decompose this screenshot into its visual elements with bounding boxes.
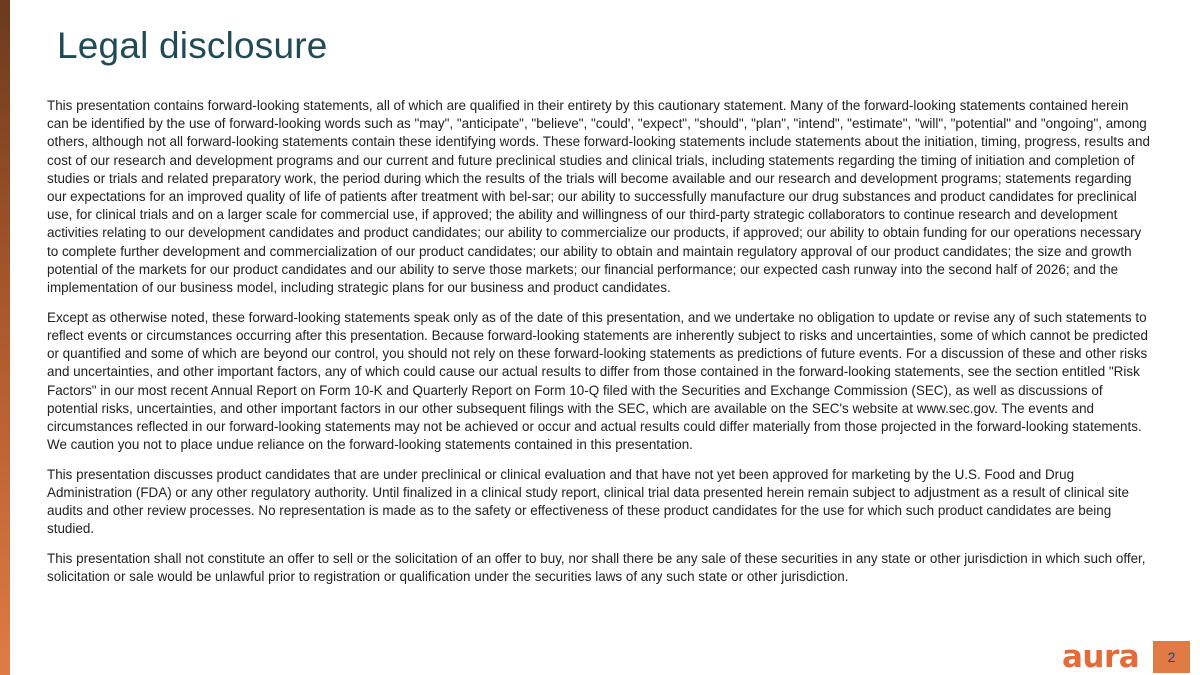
disclosure-paragraph-product-candidates: This presentation discusses product candidates that are under preclinical or clinical evaluation and that have not yet been approved for marketing by the U.S. Food and Drug Administration (FDA) or any other regulatory authority. Until finalized in a clinical study report, clinical trial data presented herein remain subject to adjustment as a result of clinical site audits and other review processes. No representation is made as to the safety or effectiveness of these product candidates for the use for which such product candidates are being studied. [47,466,1129,537]
disclosure-paragraph-no-offer: This presentation shall not constitute an offer to sell or the solicitation of an offer to buy, nor shall there be any sale of these securities in any state or other jurisdiction in which such offer, solicitation or sale would be unlawful prior to registration or qualification under the securities laws of any such state or other jurisdiction. [47,551,1146,585]
slide-title: Legal disclosure [57,25,328,66]
left-accent-bar [0,0,10,675]
disclosure-body [47,97,1152,598]
page-number: 2 [1153,641,1190,673]
disclosure-paragraph-risk-factors: Except as otherwise noted, these forward-looking statements speak only as of the date of this presentation, and we undertake no obligation to update or revise any of such statements to reflect events or circumstances occurring after this presentation. Because forward-looking statements are inherently subject to risks and uncertainties, some of which cannot be predicted or quantified and some of which are beyond our control, you should not rely on these forward-looking statements as predictions of future events. For a discussion of these and other risks and uncertainties, and other important factors, any of which could cause our actual results to differ from those contained in the forward-looking statements, see the section entitled "Risk Factors" in our most recent Annual Report on Form 10-K and Quarterly Report on Form 10-Q filed with the Securities and Exchange Commission (SEC), as well as discussions of potential risks, uncertainties, and other important factors in our other subsequent filings with the SEC, which are available on the SEC's website at www.sec.gov. The events and circumstances reflected in our forward-looking statements may not be achieved or occur and actual results could differ materially from those projected in the forward-looking statements. We caution you not to place undue reliance on the forward-looking statements contained in this presentation. [47,309,1148,453]
aura-logo: aura [1062,639,1140,675]
disclosure-paragraph-forward-looking: This presentation contains forward-looking statements, all of which are qualified in their entirety by this cautionary statement. Many of the forward-looking statements contained herein can be identified by the use of forward-looking words such as "may", "anticipate", "believe", "could', "expect", "should", "plan", "intend", "estimate", "will", "potential" and "ongoing", among others, although not all forward-looking statements contain these identifying words. These forward-looking statements include statements about the initiation, timing, progress, results and cost of our research and development programs and our current and future preclinical studies and clinical trials, including statements regarding the timing of initiation and completion of studies or trials and related preparatory work, the period during which the results of the trials will become available and our research and development programs; statements regarding our expectations for an improved quality of life of patients after treatment with bel-sar; our ability to successfully manufacture our drug substances and product candidates for preclinical use, for clinical trials and on a larger scale for commercial use, if approved; the ability and willingness of our third-party strategic collaborators to continue research and development activities relating to our development candidates and product candidates; our ability to commercialize our products, if approved; our ability to obtain funding for our operations necessary to complete further development and commercialization of our product candidates; our ability to obtain and maintain regulatory approval of our product candidates; the size and growth potential of the markets for our product candidates and our ability to serve those markets; our financial performance; our expected cash runway into the second half of 2026; and the implementation of our business model, including strategic plans for our business and product candidates. [47,98,1150,296]
